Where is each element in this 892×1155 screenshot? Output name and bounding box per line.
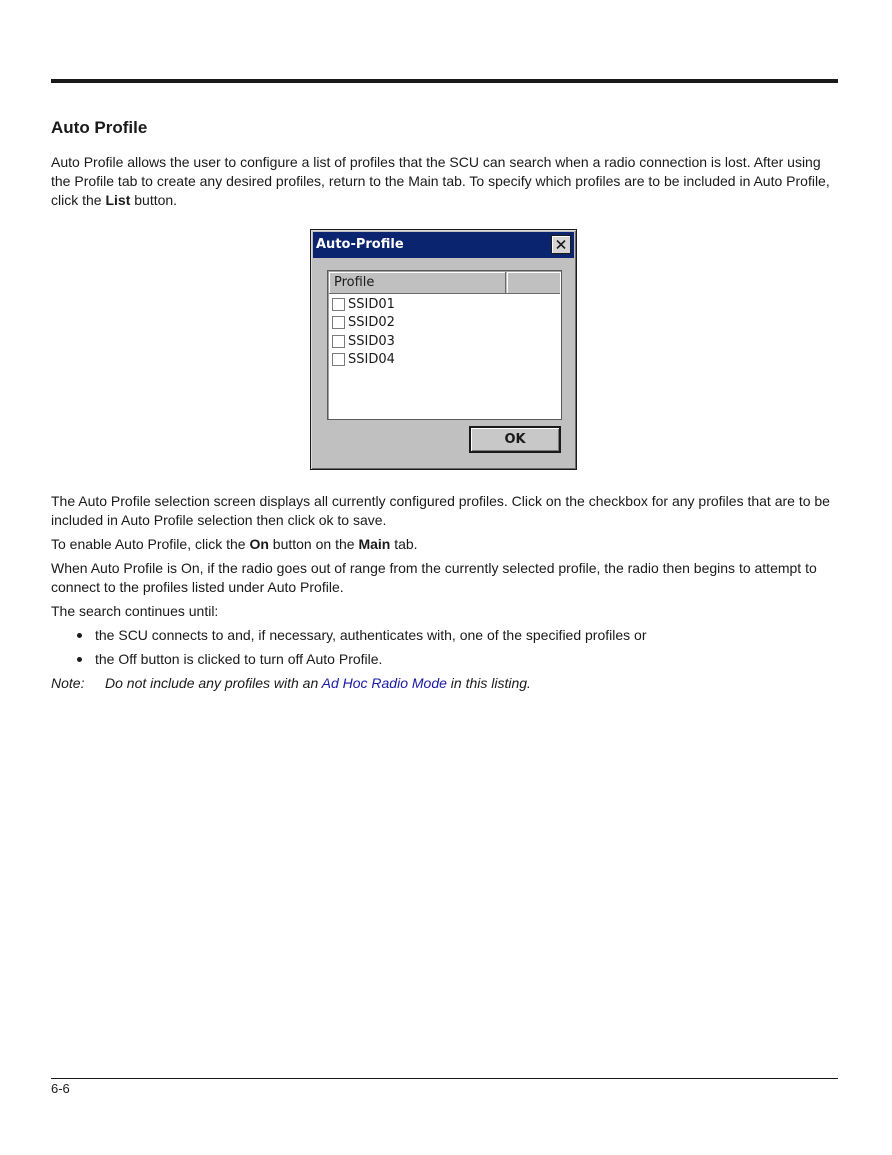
bullet-dot-icon (77, 657, 82, 662)
list-header (329, 272, 560, 294)
item-label: SSID03 (348, 333, 395, 349)
column-header-empty[interactable] (507, 272, 560, 293)
enable-bold-main: Main (358, 536, 391, 552)
profile-list (332, 295, 395, 369)
enable-text-middle: button on the (268, 536, 359, 552)
footer-rule (51, 1078, 838, 1079)
column-header-profile[interactable] (329, 272, 506, 293)
header-rule (51, 79, 838, 83)
section-title: Auto Profile (51, 118, 148, 137)
selection-paragraph: The Auto Profile selection screen displays all currently configured profiles. Click on the checkbox for any profiles that are to be included in Auto Profile selection then click ok to save. (51, 493, 830, 528)
note-text-end: in this listing. (446, 675, 531, 691)
dialog-titlebar[interactable] (313, 232, 574, 258)
checkbox[interactable] (332, 298, 345, 311)
profile-listbox[interactable] (327, 270, 562, 420)
list-item[interactable] (332, 314, 395, 333)
ok-button[interactable]: OK (469, 426, 561, 453)
page-number: 6-6 (51, 1081, 70, 1096)
item-label: SSID04 (348, 352, 395, 368)
close-icon (556, 240, 566, 249)
enable-paragraph (51, 535, 841, 554)
note-text-start: Do not include any profiles with an (105, 675, 322, 691)
intro-text: Auto Profile allows the user to configure a list of profiles that the SCU can search when a radio connection is lost. After using the Profile tab to create any desired profiles, return to the Main tab. To specify which profiles are to be included in Auto Profile, click the (51, 154, 830, 208)
list-item[interactable] (332, 295, 395, 314)
checkbox[interactable] (332, 316, 345, 329)
checkbox[interactable] (332, 335, 345, 348)
dialog-title: Auto-Profile (316, 237, 404, 252)
intro-text-end: button. (130, 192, 178, 208)
bullet-dot-icon (77, 633, 82, 638)
bullet-text: the Off button is clicked to turn off Auto Profile. (95, 651, 383, 667)
note-label: Note: (51, 675, 85, 691)
list-item[interactable] (332, 351, 395, 370)
checkbox[interactable] (332, 353, 345, 366)
range-paragraph: When Auto Profile is On, if the radio goes out of range from the currently selected profile, the radio then begins to attempt to connect to the profiles listed under Auto Profile. (51, 560, 817, 595)
note-text (105, 674, 531, 693)
list-item[interactable] (332, 332, 395, 351)
bullet-text: the SCU connects to and, if necessary, authenticates with, one of the specified profiles or (95, 627, 647, 643)
column-header-label: Profile (334, 275, 375, 290)
item-label: SSID02 (348, 315, 395, 331)
item-label: SSID01 (348, 296, 395, 312)
intro-paragraph (51, 153, 841, 210)
enable-bold-on: On (249, 536, 269, 552)
enable-text: To enable Auto Profile, click the (51, 536, 250, 552)
close-button[interactable] (551, 235, 571, 254)
search-paragraph: The search continues until: (51, 603, 219, 619)
enable-text-end: tab. (390, 536, 418, 552)
intro-bold-list: List (105, 192, 131, 208)
ad-hoc-radio-mode-link[interactable]: Ad Hoc Radio Mode (321, 675, 447, 691)
auto-profile-dialog (310, 229, 577, 470)
